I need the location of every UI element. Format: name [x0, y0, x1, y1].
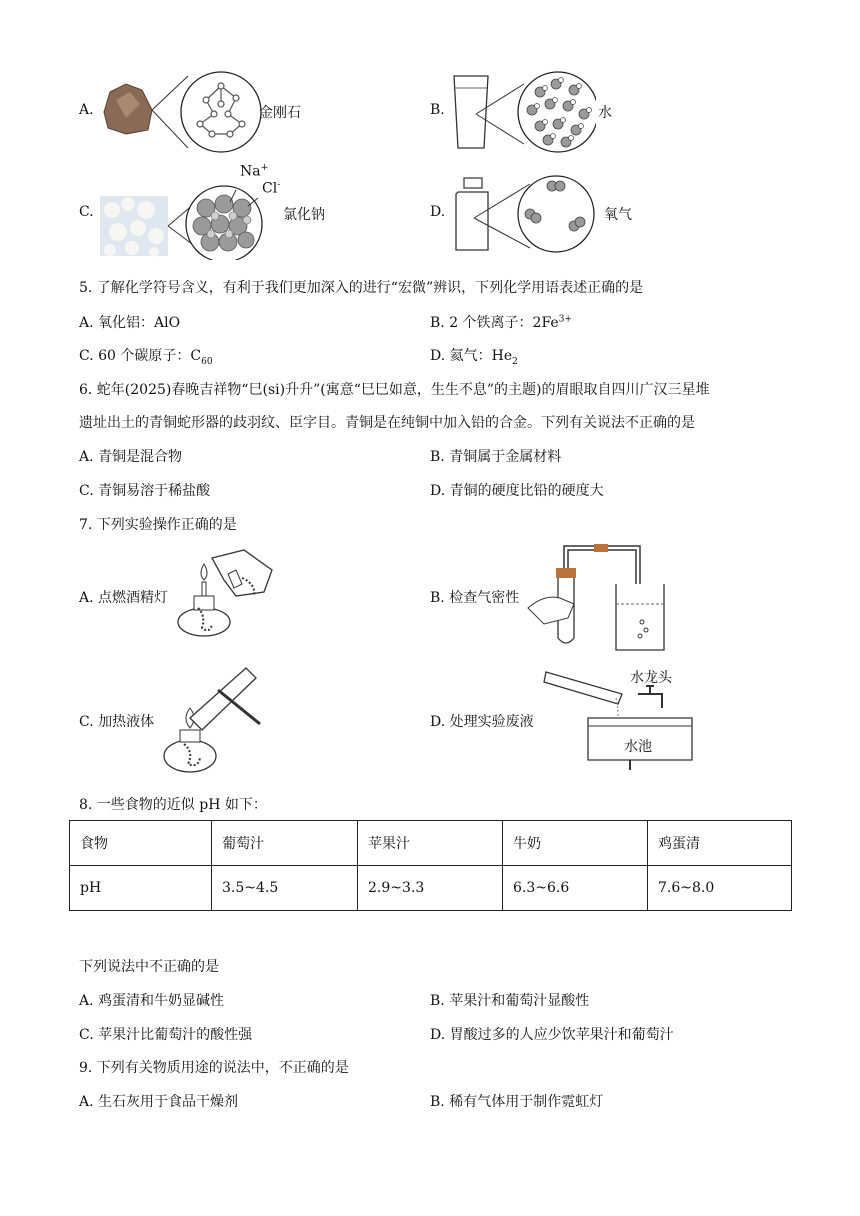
table-header-cell: 鸡蛋清 [648, 821, 792, 866]
q7-option-c: C. 加热液体 [79, 714, 155, 730]
q8-option-a: A. 鸡蛋清和牛奶显碱性 [79, 993, 225, 1009]
q6-option-b: B. 青铜属于金属材料 [430, 449, 562, 465]
table-header-cell: 苹果汁 [358, 821, 503, 866]
waste-liquid-disposal-figure [542, 664, 702, 772]
water-molecules-figure [448, 68, 596, 158]
q5-option-a: A. 氧化铝：AlO [79, 315, 181, 331]
q4-option-d-label: 氧气 [604, 207, 632, 223]
q8-option-b: B. 苹果汁和葡萄汁显酸性 [430, 993, 590, 1009]
food-ph-table [69, 820, 792, 911]
q5-stem: 5. 了解化学符号含义，有利于我们更加深入的进行“宏微”辨识，下列化学用语表述正确的是 [79, 280, 644, 296]
q6-option-a: A. 青铜是混合物 [79, 449, 183, 465]
gas-tightness-check-figure [524, 538, 674, 654]
q7-option-a: A. 点燃酒精灯 [79, 590, 169, 606]
chloride-ion-label: Cl- [262, 180, 281, 197]
table-cell: 3.5~4.5 [212, 866, 358, 911]
q5-option-d: D. 氦气：$He_2$ [430, 348, 518, 367]
q6-stem-line2: 遗址出土的青铜蛇形器的歧羽纹、臣字目。青铜是在纯铜中加入铅的合金。下列有关说法不正确的是 [79, 415, 695, 431]
q4-option-c-letter: C. [79, 204, 94, 220]
q7-stem: 7. 下列实验操作正确的是 [79, 517, 237, 533]
q9-stem: 9. 下列有关物质用途的说法中，不正确的是 [79, 1060, 349, 1076]
q8-question: 下列说法中不正确的是 [79, 959, 219, 975]
table-cell: 7.6~8.0 [648, 866, 792, 911]
heating-liquid-figure [160, 660, 266, 778]
sink-label: 水池 [624, 739, 652, 755]
q6-option-d: D. 青铜的硬度比铅的硬度大 [430, 483, 604, 499]
q9-option-a: A. 生石灰用于食品干燥剂 [79, 1094, 239, 1110]
sodium-chloride-figure [98, 180, 268, 260]
table-header-cell: 食物 [70, 821, 212, 866]
oxygen-molecules-figure [450, 172, 600, 254]
faucet-label: 水龙头 [630, 670, 672, 686]
q4-option-b-letter: B. [430, 102, 445, 118]
q9-option-b: B. 稀有气体用于制作霓虹灯 [430, 1094, 604, 1110]
q6-option-c: C. 青铜易溶于稀盐酸 [79, 483, 211, 499]
table-row [70, 821, 792, 866]
table-cell: 2.9~3.3 [358, 866, 503, 911]
lighting-alcohol-lamp-figure [172, 544, 276, 644]
q8-option-d: D. 胃酸过多的人应少饮苹果汁和葡萄汁 [430, 1027, 674, 1043]
q4-option-c-label: 氯化钠 [283, 207, 325, 223]
table-row [70, 866, 792, 911]
q4-option-b-label: 水 [598, 105, 612, 121]
sodium-ion-label: Na+ [240, 163, 269, 180]
q8-option-c: C. 苹果汁比葡萄汁的酸性强 [79, 1027, 253, 1043]
q7-option-d: D. 处理实验废液 [430, 714, 534, 730]
q4-option-a-letter: A. [79, 102, 94, 118]
table-cell: pH [70, 866, 212, 911]
q6-stem-line1: 6. 蛇年(2025)春晚吉祥物“巳(si)升升”(寓意“巳巳如意，生生不息”的主题)的眉眼取自四川广汉三星堆 [79, 382, 710, 398]
table-cell: 6.3~6.6 [503, 866, 648, 911]
diamond-structure-figure [96, 70, 266, 156]
q4-option-d-letter: D. [430, 204, 446, 220]
q7-option-b: B. 检查气密性 [430, 590, 520, 606]
q4-option-a-label: 金刚石 [259, 105, 301, 121]
table-header-cell: 牛奶 [503, 821, 648, 866]
table-header-cell: 葡萄汁 [212, 821, 358, 866]
q5-option-b: B. 2 个铁离子：$2Fe^{3+}$ [430, 314, 572, 331]
q8-stem: 8. 一些食物的近似 pH 如下： [79, 797, 267, 813]
q5-option-c: C. 60 个碳原子：$C_{60}$ [79, 348, 213, 367]
